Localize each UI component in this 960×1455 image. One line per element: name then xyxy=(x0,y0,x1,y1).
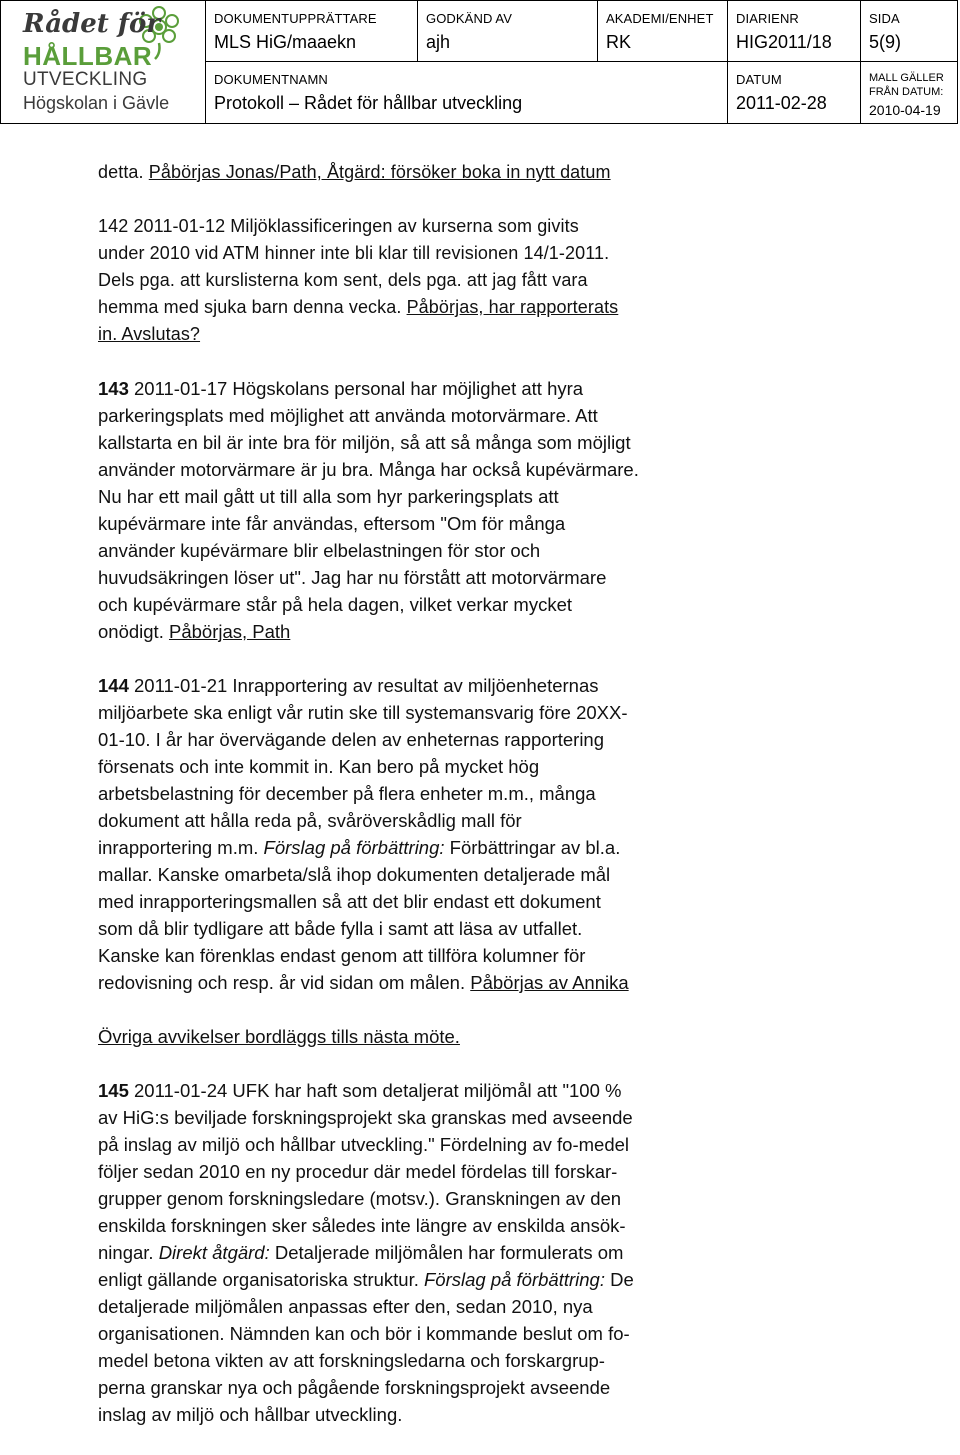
text-span: enligt gällande organisatoriska struktur. xyxy=(98,1269,424,1290)
upprattare-value: MLS HiG/maaekn xyxy=(214,32,357,52)
paragraph-143 xyxy=(98,375,698,645)
text-line: medel betona vikten av att forskningsledarna och forskargrup- xyxy=(98,1350,605,1371)
text-line: huvudsäkringen löser ut". Jag har nu förstått att motorvärmare xyxy=(98,567,607,588)
text-span: ningar. xyxy=(98,1242,159,1263)
mall-label-1: MALL GÄLLER xyxy=(869,72,944,84)
akademi-label: AKADEMI/ENHET xyxy=(606,11,714,26)
text-line: försenats och inte kommit in. Kan bero på mycket hög xyxy=(98,756,540,777)
datum-value: 2011-02-28 xyxy=(736,93,827,113)
text-span: 2011-01-24 UFK har haft som detaljerat miljömål att "100 % xyxy=(128,1080,622,1101)
status-link: Påbörjas, Path xyxy=(168,621,291,642)
text-span: 2011-01-21 Inrapportering av resultat av miljöenheternas xyxy=(128,675,599,696)
dokumentnamn-label: DOKUMENTNAMN xyxy=(214,72,328,87)
akademi-cell xyxy=(598,1,728,62)
text-line: och kupévärmare står på hela dagen, vilket verkar mycket xyxy=(98,594,573,615)
logo-line-3: UTVECKLING xyxy=(23,69,148,90)
godkand-label: GODKÄND AV xyxy=(426,11,513,26)
text-line: använder motorvärmare är ju bra. Många har också kupévärmare. xyxy=(98,459,639,480)
item-number: 142 xyxy=(98,216,129,236)
dokumentnamn-cell xyxy=(206,62,728,123)
text-line: Dels pga. att kurslisterna kom sent, dels pga. att jag fått vara xyxy=(98,270,588,290)
diarienr-cell xyxy=(728,1,861,62)
text-line: av HiG:s beviljade forskningsprojekt ska granskas med avseende xyxy=(98,1107,633,1128)
paragraph-142 xyxy=(98,213,698,348)
item-number: 143 xyxy=(98,378,129,399)
text-line: under 2010 vid ATM hinner inte bli klar till revisionen 14/1-2011. xyxy=(98,243,610,263)
sida-value: 5(9) xyxy=(869,32,902,52)
sida-cell xyxy=(861,1,957,62)
document-header xyxy=(0,0,958,124)
mall-value: 2010-04-19 xyxy=(869,102,941,118)
text-span: inrapportering m.m. xyxy=(98,837,264,858)
text-span: onödigt. xyxy=(98,621,169,642)
upprattare-label: DOKUMENTUPPRÄTTARE xyxy=(214,11,377,26)
godkand-cell xyxy=(418,1,598,62)
text-line: enskilda forskningen sker således inte längre av enskilda ansök- xyxy=(98,1215,626,1236)
status-link: Påbörjas Jonas/Path, Åtgärd: försöker boka in nytt datum xyxy=(148,162,611,182)
item-number: 145 xyxy=(98,1080,129,1101)
upprattare-cell xyxy=(206,1,418,62)
text-span: Förbättringar av bl.a. xyxy=(444,837,621,858)
text-line: arbetsbelastning för december på flera enheter m.m., många xyxy=(98,783,596,804)
status-link: in. Avslutas? xyxy=(98,324,201,344)
diarienr-label: DIARIENR xyxy=(736,11,799,26)
text-line: Kanske kan förenklas endast genom att tillföra kolumner för xyxy=(98,945,586,966)
item-number: 144 xyxy=(98,675,129,696)
text-line: med inrapporteringsmallen så att det blir endast ett dokument xyxy=(98,891,601,912)
text-span: hemma med sjuka barn denna vecka. xyxy=(98,297,407,317)
godkand-value: ajh xyxy=(426,32,451,52)
datum-cell xyxy=(728,62,861,123)
logo xyxy=(1,1,206,123)
text-span: Detaljerade miljömålen har formulerats om xyxy=(269,1242,624,1263)
text-line: dokument att hålla reda på, svåröverskådlig mall för xyxy=(98,810,522,831)
text-line: 01-10. I år har övervägande delen av enheternas rapportering xyxy=(98,729,605,750)
logo-line-1: Rådet för xyxy=(23,9,161,39)
text-span: redovisning och resp. år vid sidan om målen. xyxy=(98,972,471,993)
text-line: grupper genom forskningsledare (motsv.). Granskningen av den xyxy=(98,1188,622,1209)
italic-label: Förslag på förbättring: xyxy=(424,1269,605,1290)
paragraph-continuation xyxy=(98,159,698,186)
text-span: 2011-01-17 Högskolans personal har möjlighet att hyra xyxy=(128,378,584,399)
dokumentnamn-value: Protokoll – Rådet för hållbar utveckling xyxy=(214,93,523,113)
text-line: Nu har ett mail gått ut till alla som hyr parkeringsplats att xyxy=(98,486,559,507)
text-line: miljöarbete ska enligt vår rutin ske till systemansvarig före 20XX- xyxy=(98,702,628,723)
ovriga-note: Övriga avvikelser bordläggs tills nästa möte. xyxy=(98,1026,460,1047)
logo-line-4: Högskolan i Gävle xyxy=(23,93,170,113)
text-line: perna granskar nya och pågående forskningsprojekt avseende xyxy=(98,1377,611,1398)
text-line: detaljerade miljömålen anpassas efter den, sedan 2010, nya xyxy=(98,1296,593,1317)
text-line: kallstarta en bil är inte bra för miljön, så att så många som möjligt xyxy=(98,432,631,453)
text-line: mallar. Kanske omarbeta/slå ihop dokumenten detaljerade mål xyxy=(98,864,611,885)
text-line: som då blir tydligare att både fylla i samt att läsa av utfallet. xyxy=(98,918,583,939)
text-line: organisationen. Nämnden kan och bör i kommande beslut om fo- xyxy=(98,1323,630,1344)
status-link: Påbörjas av Annika xyxy=(470,972,629,993)
paragraph-144 xyxy=(98,672,698,996)
italic-label: Förslag på förbättring: xyxy=(263,837,445,858)
text-span: detta. xyxy=(98,162,149,182)
text-line: följer sedan 2010 en ny procedur där medel fördelas till forskar- xyxy=(98,1161,618,1182)
paragraph-ovriga xyxy=(98,1023,698,1050)
text-line: på inslag av miljö och hållbar utveckling." Fördelning av fo-medel xyxy=(98,1134,630,1155)
diarienr-value: HIG2011/18 xyxy=(736,32,832,52)
text-span: 2011-01-12 Miljöklassificeringen av kurserna som givits xyxy=(128,216,579,236)
text-line: använder kupévärmare blir elbelastningen för stor och xyxy=(98,540,541,561)
mall-cell xyxy=(861,62,957,123)
text-line: parkeringsplats med möjlighet att använda motorvärmare. Att xyxy=(98,405,598,426)
status-link: Påbörjas, har rapporterats xyxy=(406,297,619,317)
mall-label-2: FRÅN DATUM: xyxy=(869,86,944,98)
paragraph-145 xyxy=(98,1077,698,1428)
text-span: De xyxy=(604,1269,634,1290)
text-line: kupévärmare inte får användas, eftersom "Om för många xyxy=(98,513,566,534)
italic-label: Direkt åtgärd: xyxy=(158,1242,270,1263)
akademi-value: RK xyxy=(606,32,632,52)
text-line: inslag av miljö och hållbar utveckling. xyxy=(98,1404,403,1425)
logo-line-2: HÅLLBAR xyxy=(23,41,153,71)
datum-label: DATUM xyxy=(736,72,782,87)
document-body xyxy=(98,159,698,1455)
sida-label: SIDA xyxy=(869,11,900,26)
